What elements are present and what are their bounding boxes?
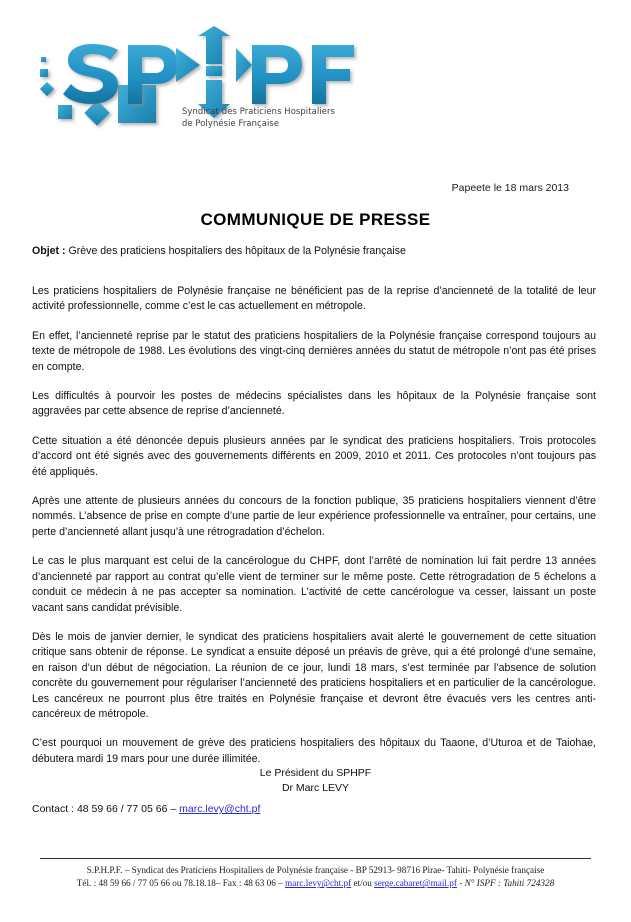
logo-tagline <box>182 106 372 129</box>
footer-email-link-1[interactable]: marc.levy@cht.pf <box>285 878 352 889</box>
footer-conjunction: et/ou <box>351 878 375 889</box>
footer-line-2 <box>0 877 631 890</box>
footer-divider <box>40 858 591 859</box>
dateline: Papeete le 18 mars 2013 <box>451 182 569 194</box>
contact-email-link[interactable]: marc.levy@cht.pf <box>179 803 261 815</box>
paragraph: Le cas le plus marquant est celui de la cancérologue du CHPF, dont l’arrêté de nomination lui fait perdre 13 années d’ancienneté par rapport au contrat qu’elle vient de terminer sur le même poste. Cette rétrogradation de 5 échelons a conduit ce médecin à ne pas accepter sa nomination. L’activité de cette cancérologue va cesser, laissant un poste vacant sans candidat prévisible. <box>32 555 596 614</box>
paragraph: Cette situation a été dénoncée depuis plusieurs années par le syndicat des praticiens hospitaliers. Trois protocoles d’accord ont été signés avec des gouvernements différents en 2009, 2010 et 2011. Ces protocoles n’ont toujours pas été appliqués. <box>32 434 596 478</box>
paragraph: Les difficultés à pourvoir les postes de médecins spécialistes dans les hôpitaux de la Polynésie française sont aggravées par cette absence de reprise d’ancienneté. <box>32 390 596 418</box>
footer <box>0 864 631 890</box>
document-body <box>32 244 596 767</box>
subject-text: Grève des praticiens hospitaliers des hôpitaux de la Polynésie française <box>65 245 406 257</box>
logo-tagline-line1: Syndicat des Praticiens Hospitaliers <box>182 106 335 116</box>
page-title: COMMUNIQUE DE PRESSE <box>200 210 431 229</box>
contact-line <box>32 803 260 815</box>
sphpf-logo <box>38 22 368 150</box>
signature-name: Dr Marc LEVY <box>281 781 350 794</box>
paragraph: Après une attente de plusieurs années du concours de la fonction publique, 35 praticiens hospitaliers viennent d’être nommés. L’absence de prise en compte d’une partie de leur expérience professionnelle va entraîner, pour certains, une perte d’ancienneté allant jusqu’à une rétrogradation d’échelon. <box>32 495 596 538</box>
signature-role: Le Président du SPHPF <box>259 767 372 779</box>
contact-label: Contact : 48 59 66 / 77 05 66 – <box>32 803 180 815</box>
footer-ispf-number: N° ISPF : Tahiti 724328 <box>464 878 555 889</box>
sphpf-logo-graphic <box>38 22 368 150</box>
paragraph: En effet, l’ancienneté reprise par le statut des praticiens hospitaliers de la Polynésie française correspond toujours au texte de métropole de 1988. Les évolutions des vingt-cinq dernières années du statut de métropole n’ont pas été prises en compte. <box>32 329 596 373</box>
footer-separator: - <box>456 878 465 889</box>
paragraph: Dès le mois de janvier dernier, le syndicat des praticiens hospitaliers avait alerté le gouvernement de cette situation critique sans obtenir de réponse. Le syndicat a ensuite déposé un préavis de grève, qui a été prolongé d’une semaine, en raison d’un début de négociation. La réunion de ce jour, lundi 18 mars, s’est terminée par l’absence de solution concrète du gouvernement pour régulariser l’ancienneté des praticiens hospitaliers et en particulier de la cancérologue. Les cancéreux ne pourront plus être traités en Polynésie française et devront être évacués vers les centres anti-cancéreux de métropole. <box>32 630 596 720</box>
footer-phone-fax: Tél. : 48 59 66 / 77 05 66 ou 78.18.18– Fax : 48 63 06 – <box>76 878 286 889</box>
paragraph: C’est pourquoi un mouvement de grève des praticiens hospitaliers des hôpitaux du Taaone, d’Uturoa et de Taiohae, débutera mardi 19 mars pour une durée illimitée. <box>32 737 596 765</box>
footer-email-link-2[interactable]: serge.cabaret@mail.pf <box>374 878 457 889</box>
logo-tagline-line2: de Polynésie Française <box>182 117 280 128</box>
subject-label: Objet : <box>32 245 66 257</box>
signature-block <box>0 766 631 795</box>
subject-line <box>32 244 596 258</box>
paragraph: Les praticiens hospitaliers de Polynésie française ne bénéficient pas de la reprise d’ancienneté de la totalité de leur activité professionnelle, comme c’est le cas actuellement en métropole. <box>32 285 596 313</box>
footer-line-1: S.P.H.P.F. – Syndicat des Praticiens Hospitaliers de Polynésie française - BP 52913- 98716 Pirae- Tahiti- Polynésie française <box>86 865 545 875</box>
